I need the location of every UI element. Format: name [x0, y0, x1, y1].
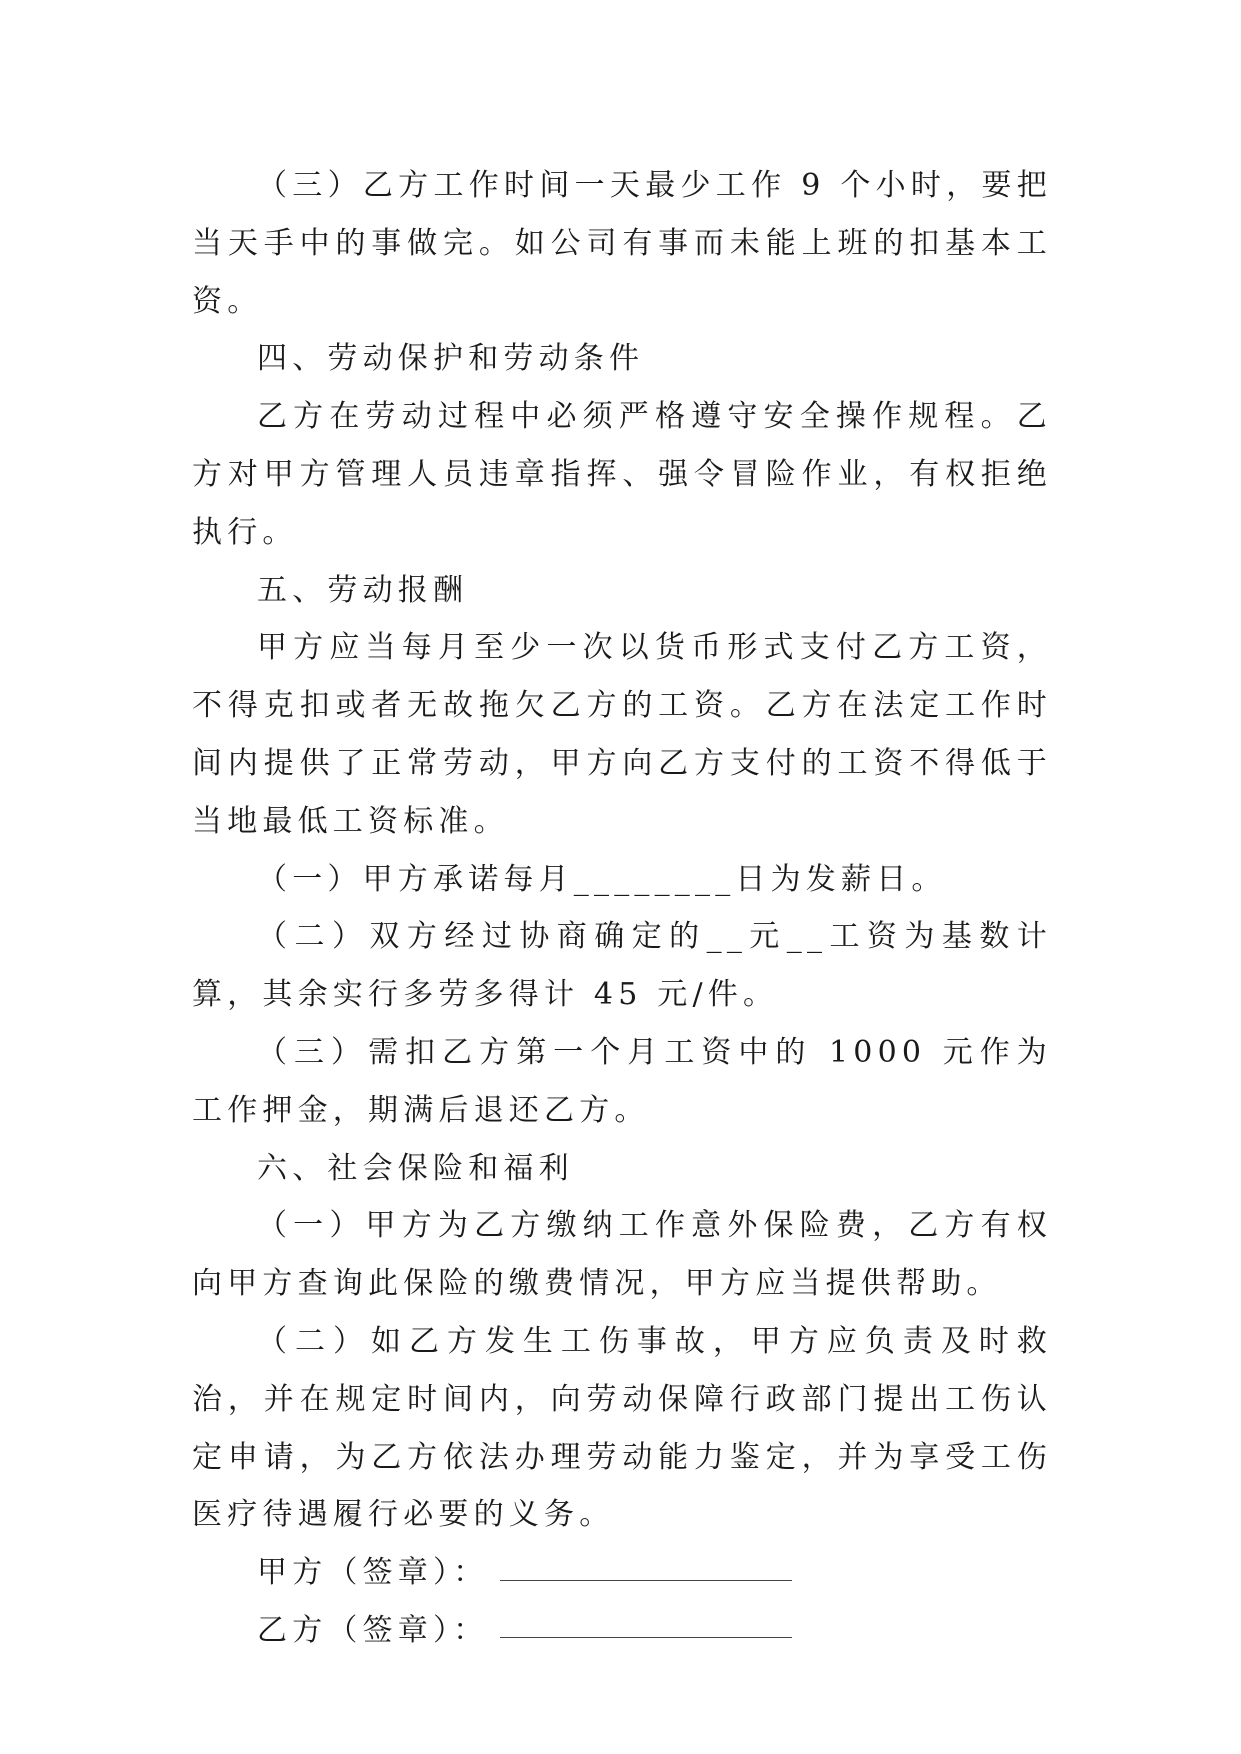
section-5-body: 甲方应当每月至少一次以货币形式支付乙方工资，不得克扣或者无故拖欠乙方的工资。乙方在法定工作时间内提供了正常劳动，甲方向乙方支付的工资不得低于当地最低工资标准。: [192, 630, 1052, 839]
clause-3-working-hours: （三）乙方工作时间一天最少工作 9 个小时，要把当天手中的事做完。如公司有事而未能上班的扣基本工资。: [192, 168, 1052, 319]
party-b-signature-blank: [500, 1637, 792, 1638]
party-a-signature-row: [192, 1544, 1052, 1602]
document-body: [192, 157, 1052, 1660]
section-4-heading: 四、劳动保护和劳动条件: [257, 341, 645, 377]
section-4-body: 乙方在劳动过程中必须严格遵守安全操作规程。乙方对甲方管理人员违章指挥、强令冒险作业，有权拒绝执行。: [192, 399, 1052, 550]
section-5-clause-2: （二）双方经过协商确定的__元__工资为基数计算，其余实行多劳多得计 45 元/件。: [192, 919, 1052, 1013]
section-6-clause-2: （二）如乙方发生工伤事故，甲方应负责及时救治，并在规定时间内，向劳动保障行政部门提出工伤认定申请，为乙方依法办理劳动能力鉴定，并为享受工伤医疗待遇履行必要的义务。: [192, 1323, 1052, 1533]
party-b-signature-row: [192, 1602, 1052, 1660]
section-5-heading: 五、劳动报酬: [257, 572, 469, 608]
section-6-clause-1: （一）甲方为乙方缴纳工作意外保险费，乙方有权向甲方查询此保险的缴费情况，甲方应当提供帮助。: [192, 1208, 1052, 1302]
section-5-clause-1: （一）甲方承诺每月________日为发薪日。: [257, 861, 947, 897]
party-a-signature-label: 甲方（签章）：: [257, 1555, 489, 1591]
section-6-heading: 六、社会保险和福利: [257, 1150, 574, 1186]
section-5-clause-3: （三）需扣乙方第一个月工资中的 1000 元作为工作押金，期满后退还乙方。: [192, 1034, 1052, 1128]
party-b-signature-label: 乙方（签章）：: [257, 1612, 489, 1648]
party-a-signature-blank: [500, 1580, 792, 1581]
